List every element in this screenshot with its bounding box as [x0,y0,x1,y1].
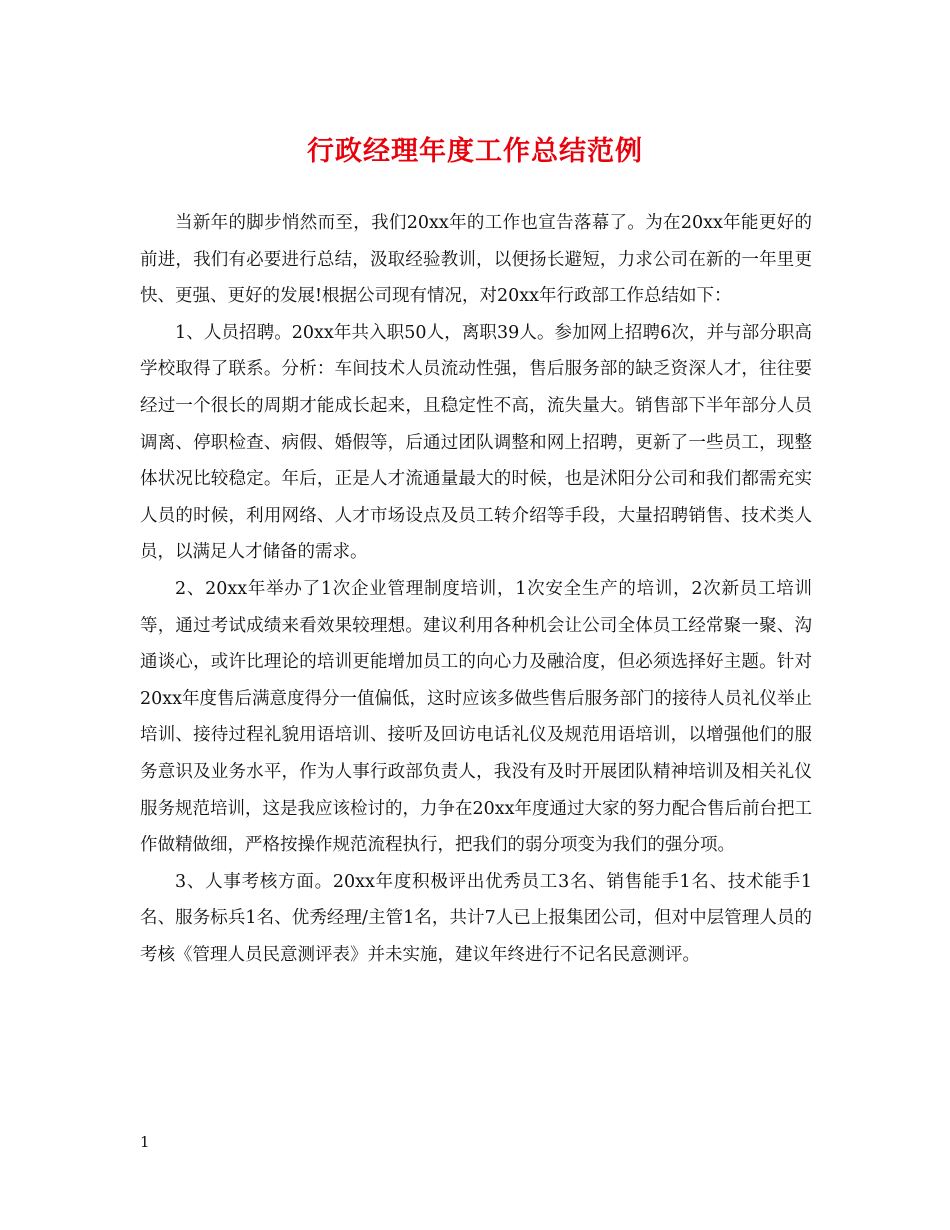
page-number: 1 [140,1133,150,1151]
document-body [140,205,812,973]
paragraph-intro: 当新年的脚步悄然而至，我们20xx年的工作也宣告落幕了。为在20xx年能更好的前进，我们有必要进行总结，汲取经验教训，以便扬长避短，力求公司在新的一年里更快、更强、更好的发展!根据公司现有情况，对20xx年行政部工作总结如下： [140,213,812,307]
paragraph-training: 2、20xx年举办了1次企业管理制度培训，1次安全生产的培训，2次新员工培训等，通过考试成绩来看效果较理想。建议利用各种机会让公司全体员工经常聚一聚、沟通谈心，或许比理论的培训更能增加员工的向心力及融洽度，但必须选择好主题。针对20xx年度售后满意度得分一值偏低，这时应该多做些售后服务部门的接待人员礼仪举止培训、接待过程礼貌用语培训、接听及回访电话礼仪及规范用语培训，以增强他们的服务意识及业务水平，作为人事行政部负责人，我没有及时开展团队精神培训及相关礼仪服务规范培训，这是我应该检讨的，力争在20xx年度通过大家的努力配合售后前台把工作做精做细，严格按操作规范流程执行，把我们的弱分项变为我们的强分项。 [140,578,813,856]
paragraph-recruitment: 1、人员招聘。20xx年共入职50人，离职39人。参加网上招聘6次，并与部分职高学校取得了联系。分析：车间技术人员流动性强，售后服务部的缺乏资深人才，往往要经过一个很长的周期才能成长起来，且稳定性不高，流失量大。销售部下半年部分人员调离、停职检查、病假、婚假等，后通过团队调整和网上招聘，更新了一些员工，现整体状况比较稳定。年后，正是人才流通量最大的时候，也是沭阳分公司和我们都需充实人员的时候，利用网络、人才市场设点及员工转介绍等手段，大量招聘销售、技术类人员，以满足人才储备的需求。 [140,322,812,563]
paragraph-assessment: 3、人事考核方面。20xx年度积极评出优秀员工3名、销售能手1名、技术能手1名、服务标兵1名、优秀经理/主管1名，共计7人已上报集团公司，但对中层管理人员的考核《管理人员民意测评表》并未实施，建议年终进行不记名民意测评。 [140,871,812,965]
document-title: 行政经理年度工作总结范例 [307,136,643,167]
